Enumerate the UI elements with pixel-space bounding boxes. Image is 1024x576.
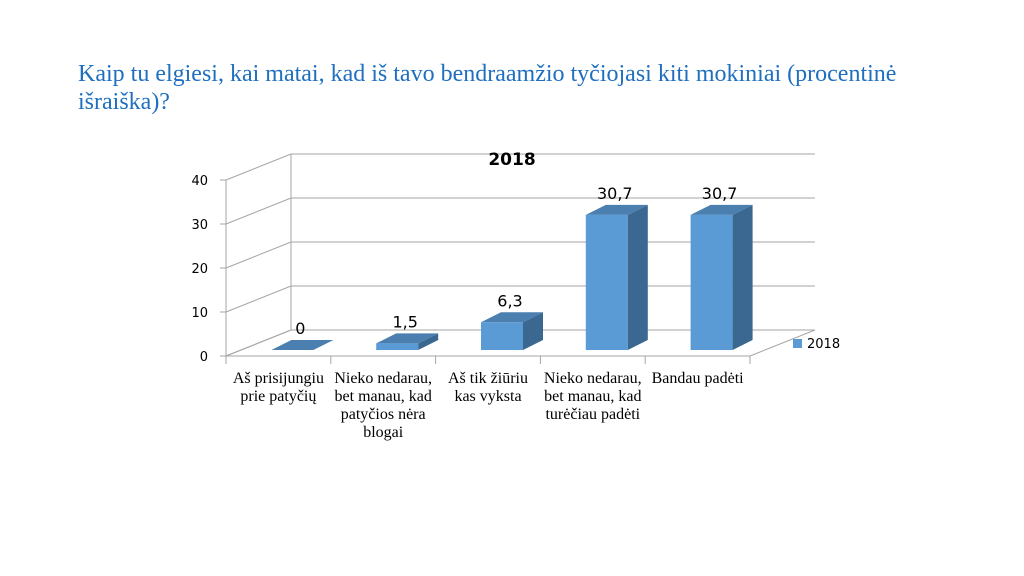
y-tick-label: 40 — [191, 174, 208, 189]
bar-top — [271, 340, 333, 350]
data-label: 30,7 — [701, 183, 738, 203]
bar-front — [586, 215, 628, 350]
slide-title: Kaip tu elgiesi, kai matai, kad iš tavo bendraamžio tyčiojasi kiti mokiniai (procentinė išraiška)? — [78, 61, 897, 115]
x-category-label: Nieko nedarau, bet manau, kad patyčios nėra blogai — [334, 370, 433, 441]
x-category-label: Aš prisijungiu prie patyčių — [232, 370, 324, 405]
y-tick-label: 10 — [191, 306, 208, 321]
bar-front — [376, 343, 418, 350]
data-label: 6,3 — [497, 291, 523, 311]
y-tick-label: 30 — [191, 218, 208, 233]
gridline-side — [226, 154, 291, 180]
data-label: 0 — [295, 319, 306, 338]
bar — [376, 333, 438, 350]
data-label: 1,5 — [392, 312, 418, 332]
legend-swatch — [793, 339, 802, 348]
bar — [271, 340, 333, 350]
gridline-side — [226, 198, 291, 224]
bar-side — [733, 205, 753, 350]
data-label: 30,7 — [596, 183, 633, 203]
bar — [481, 312, 543, 350]
bar-front — [481, 322, 523, 350]
x-category-label: Aš tik žiūriu kas vyksta — [448, 370, 528, 405]
chart-title: 2018 — [488, 150, 536, 170]
y-tick-label: 0 — [199, 350, 208, 365]
x-category-label: Bandau padėti — [651, 370, 744, 387]
gridline-side — [226, 242, 291, 268]
x-category-label: Nieko nedarau, bet manau, kad turėčiau padėti — [543, 370, 642, 423]
bar — [586, 205, 648, 350]
bar — [691, 205, 753, 350]
bar-front — [691, 215, 733, 350]
bar-side — [628, 205, 648, 350]
legend-label: 2018 — [807, 337, 841, 352]
y-tick-label: 20 — [191, 262, 208, 277]
chart-bars — [271, 205, 752, 350]
gridline-side — [226, 286, 291, 312]
